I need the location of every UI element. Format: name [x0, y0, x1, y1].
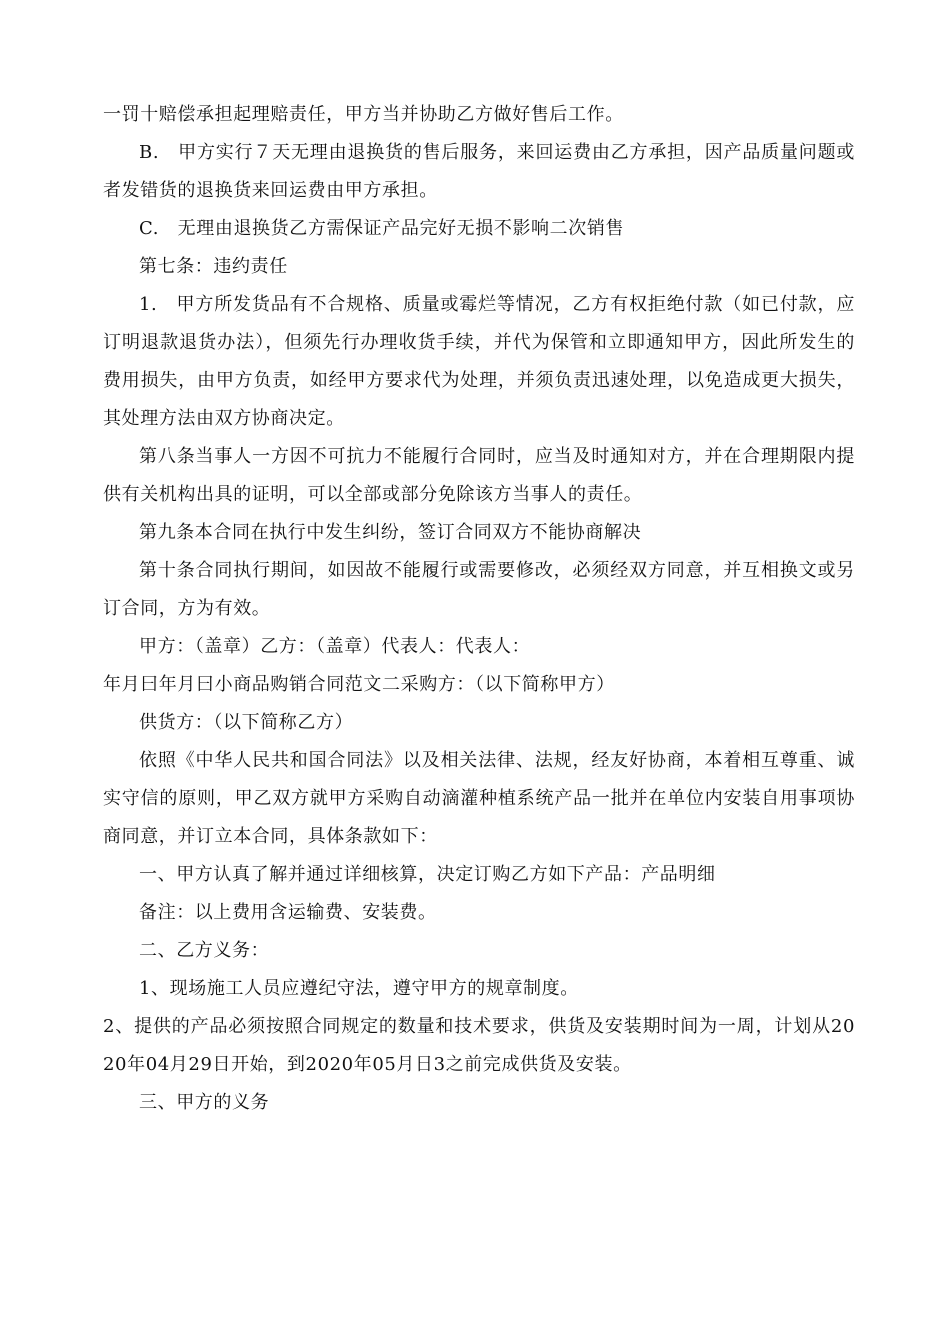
paragraph-article-seven-item-1: 1. 甲方所发货品有不合规格、质量或霉烂等情况，乙方有权拒绝付款（如已付款，应订明退款退货办法），但须先行办理收货手续，并代为保管和立即通知甲方，因此所发生的费用损失，由甲方负责，如经甲方要求代为处理，并须负责迅速处理，以免造成更大损失，其处理方法由双方协商决定。	[103, 294, 855, 429]
paragraph-section-one: 一、甲方认真了解并通过详细核算，决定订购乙方如下产品：产品明细	[139, 864, 716, 885]
paragraph-supplier: 供货方：（以下简称乙方）	[139, 712, 354, 733]
paragraph-after-sales-claims: 一罚十赔偿承担起理赔责任，甲方当并协助乙方做好售后工作。	[103, 104, 624, 125]
paragraph-signatures: 甲方：（盖章）乙方：（盖章）代表人：代表人：	[139, 636, 531, 657]
paragraph-remark: 备注：以上费用含运输费、安装费。	[139, 902, 437, 923]
paragraph-article-ten: 第十条合同执行期间，如因故不能履行或需要修改，必须经双方同意，并互相换文或另订合同，方为有效。	[103, 560, 855, 619]
heading-article-seven: 第七条：违约责任	[139, 256, 288, 277]
paragraph-clause-c: C. 无理由退换货乙方需保证产品完好无损不影响二次销售	[139, 218, 625, 239]
paragraph-date-and-title-two: 年月曰年月曰小商品购销合同范文二采购方：（以下简称甲方）	[103, 674, 615, 695]
paragraph-section-two-item-2: 2、提供的产品必须按照合同规定的数量和技术要求，供货及安装期时间为一周，计划从2020年04月29日开始，到2020年05月日3之前完成供货及安装。	[103, 1016, 855, 1075]
paragraph-article-eight: 第八条当事人一方因不可抗力不能履行合同时，应当及时通知对方，并在合理期限内提供有关机构出具的证明，可以全部或部分免除该方当事人的责任。	[103, 446, 855, 505]
document-body	[103, 96, 855, 1122]
paragraph-clause-b: B. 甲方实行７天无理由退换货的售后服务，来回运费由乙方承担，因产品质量问题或者发错货的退换货来回运费由甲方承担。	[103, 142, 855, 201]
heading-section-two: 二、乙方义务：	[139, 940, 270, 961]
paragraph-preamble: 依照《中华人民共和国合同法》以及相关法律、法规，经友好协商，本着相互尊重、诚实守信的原则，甲乙双方就甲方采购自动滴灌种植系统产品一批并在单位内安装自用事项协商同意，并订立本合同，具体条款如下：	[103, 750, 855, 847]
paragraph-article-nine: 第九条本合同在执行中发生纠纷，签订合同双方不能协商解决	[139, 522, 642, 543]
heading-section-three: 三、甲方的义务	[139, 1092, 270, 1113]
paragraph-section-two-item-1: 1、现场施工人员应遵纪守法，遵守甲方的规章制度。	[139, 978, 579, 999]
